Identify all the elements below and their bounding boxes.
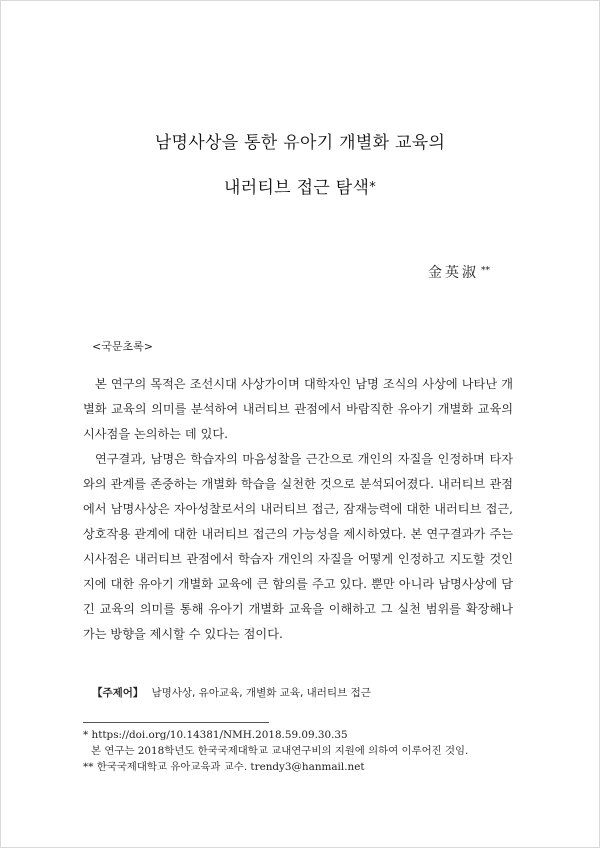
paper-title-line-1: 남명사상을 통한 유아기 개별화 교육의 <box>154 133 446 153</box>
footnote-funding: 본 연구는 2018학년도 한국국제대학교 교내연구비의 지원에 의하여 이루어진 것임. <box>91 745 469 757</box>
abstract-paragraph-1: 본 연구의 목적은 조선시대 사상가이며 대학자인 남명 조식의 사상에 나타난 개별화 교육의 의미를 분석하여 내러티브 관점에서 바람직한 유아기 개별화 교육의 시사점을 논의하는 데 있다. <box>83 377 513 441</box>
author-name-text: 金英淑 <box>428 265 479 281</box>
abstract-body <box>83 372 513 647</box>
footnotes <box>83 727 513 775</box>
author-footnote-marker[interactable]: ** <box>481 266 490 276</box>
paper-title-line-2 <box>0 173 600 198</box>
footnote-author: ** 한국국제대학교 유아교육과 교수. trendy3@hanmail.net <box>83 761 365 773</box>
abstract-paragraph-2: 연구결과, 남명은 학습자의 마음성찰을 근간으로 개인의 자질을 인정하며 타자와의 관계를 존중하는 개별화 학습을 실천한 것으로 분석되어졌다. 내러티브 관점에서 남명사상은 자아성찰로서의 내러티브 접근, 잠재능력에 대한 내러티브 접근, 상호작용 관계에 대한 내러티브 접근의 가능성을 제시하였다. 본 연구결과가 주는 시사점은 내러티브 관점에서 학습자 개인의 자질을 어떻게 인정하고 지도할 것인지에 대한 유아기 개별화 교육에 큰 함의를 주고 있다. 뿐만 아니라 남명사상에 담긴 교육의 의미를 통해 유아기 개별화 교육을 이해하고 그 실천 범위를 확장해나가는 방향을 제시할 수 있다는 점이다. <box>83 452 513 641</box>
title-footnote-marker[interactable]: * <box>369 180 376 195</box>
keywords-label: 【주제어】 <box>92 687 144 699</box>
paper-title-line-2-text: 내러티브 접근 탐색 <box>224 178 370 198</box>
abstract-label: <국문초록> <box>92 340 153 353</box>
keywords <box>92 685 371 700</box>
keywords-list: 남명사상, 유아교육, 개별화 교육, 내러티브 접근 <box>151 687 371 699</box>
footnote-doi[interactable]: * https://doi.org/10.14381/NMH.2018.59.09.30.35 <box>83 729 348 741</box>
author-name <box>428 262 490 282</box>
footnote-divider <box>83 722 269 723</box>
